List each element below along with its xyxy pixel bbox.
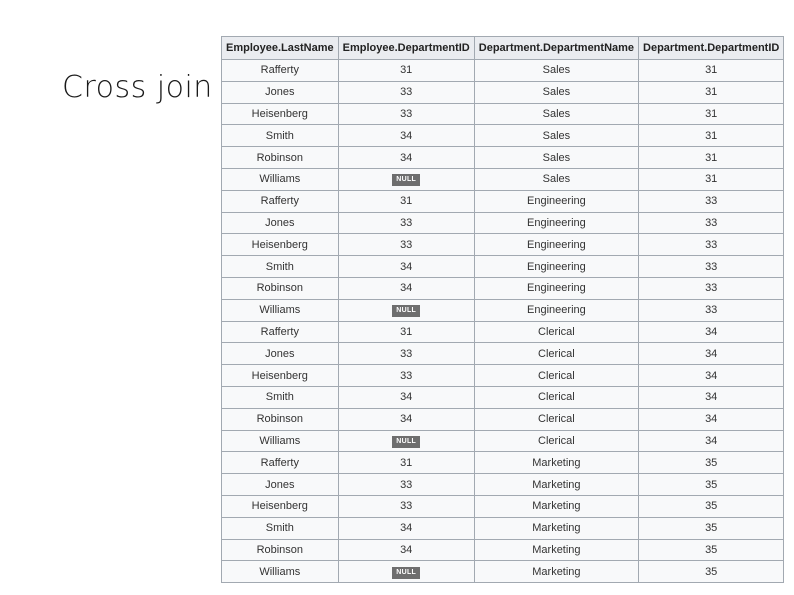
cell-department-departmentname: Sales: [474, 147, 638, 169]
cell-department-departmentid: 31: [639, 125, 784, 147]
cell-department-departmentname: Engineering: [474, 190, 638, 212]
cell-department-departmentname: Marketing: [474, 495, 638, 517]
cell-department-departmentid: 33: [639, 212, 784, 234]
cell-employee-departmentid: [338, 299, 474, 321]
cell-department-departmentid: 34: [639, 321, 784, 343]
cell-employee-departmentid: 31: [338, 60, 474, 82]
cell-employee-departmentid: 34: [338, 277, 474, 299]
table-row: [222, 365, 784, 387]
cell-department-departmentid: 33: [639, 277, 784, 299]
cell-department-departmentname: Clerical: [474, 430, 638, 452]
cell-employee-departmentid: 33: [338, 212, 474, 234]
cell-employee-lastname: Williams: [222, 299, 339, 321]
cell-employee-departmentid: 34: [338, 539, 474, 561]
cell-employee-lastname: Jones: [222, 81, 339, 103]
cell-department-departmentid: 35: [639, 517, 784, 539]
table-row: [222, 430, 784, 452]
cell-department-departmentid: 35: [639, 539, 784, 561]
table-row: [222, 343, 784, 365]
header-department-departmentname: Department.DepartmentName: [474, 37, 638, 60]
cell-department-departmentid: 31: [639, 60, 784, 82]
cell-employee-lastname: Williams: [222, 168, 339, 190]
cell-department-departmentid: 33: [639, 190, 784, 212]
cell-employee-departmentid: [338, 168, 474, 190]
cell-employee-lastname: Rafferty: [222, 452, 339, 474]
cell-employee-lastname: Rafferty: [222, 60, 339, 82]
cell-employee-departmentid: 34: [338, 256, 474, 278]
cell-employee-lastname: Robinson: [222, 408, 339, 430]
table-row: [222, 452, 784, 474]
cell-employee-departmentid: 33: [338, 103, 474, 125]
cell-department-departmentid: 33: [639, 234, 784, 256]
cell-employee-departmentid: 31: [338, 452, 474, 474]
cell-employee-departmentid: 34: [338, 147, 474, 169]
table-row: [222, 81, 784, 103]
cell-employee-departmentid: 33: [338, 474, 474, 496]
cell-employee-lastname: Robinson: [222, 147, 339, 169]
slide-title: Cross join: [62, 70, 213, 105]
cross-join-table: [221, 36, 784, 583]
cell-department-departmentname: Engineering: [474, 256, 638, 278]
cell-department-departmentid: 33: [639, 299, 784, 321]
cell-department-departmentname: Engineering: [474, 277, 638, 299]
table-row: [222, 517, 784, 539]
cell-department-departmentid: 35: [639, 495, 784, 517]
table-row: [222, 386, 784, 408]
table-row: [222, 190, 784, 212]
cell-department-departmentname: Clerical: [474, 386, 638, 408]
cell-department-departmentname: Engineering: [474, 299, 638, 321]
cell-employee-lastname: Rafferty: [222, 190, 339, 212]
cell-employee-departmentid: 34: [338, 517, 474, 539]
cell-employee-departmentid: [338, 561, 474, 583]
cell-department-departmentname: Marketing: [474, 474, 638, 496]
header-department-departmentid: Department.DepartmentID: [639, 37, 784, 60]
table-row: [222, 408, 784, 430]
table-row: [222, 168, 784, 190]
cell-department-departmentid: 35: [639, 452, 784, 474]
table-body: [222, 60, 784, 583]
cell-department-departmentid: 34: [639, 343, 784, 365]
table-row: [222, 561, 784, 583]
cross-join-table-wrapper: [221, 36, 784, 583]
cell-department-departmentid: 35: [639, 561, 784, 583]
cell-employee-departmentid: 33: [338, 234, 474, 256]
cell-employee-lastname: Williams: [222, 430, 339, 452]
cell-department-departmentname: Clerical: [474, 365, 638, 387]
cell-employee-departmentid: 33: [338, 495, 474, 517]
header-employee-lastname: Employee.LastName: [222, 37, 339, 60]
table-row: [222, 277, 784, 299]
cell-department-departmentname: Marketing: [474, 517, 638, 539]
cell-employee-lastname: Smith: [222, 517, 339, 539]
cell-employee-departmentid: 33: [338, 343, 474, 365]
null-badge: NULL: [392, 174, 420, 186]
table-row: [222, 147, 784, 169]
cell-employee-departmentid: 31: [338, 321, 474, 343]
cell-employee-lastname: Smith: [222, 386, 339, 408]
cell-employee-departmentid: 34: [338, 408, 474, 430]
cell-employee-lastname: Smith: [222, 125, 339, 147]
cell-department-departmentname: Sales: [474, 168, 638, 190]
cell-employee-lastname: Jones: [222, 212, 339, 234]
cell-department-departmentname: Clerical: [474, 343, 638, 365]
cell-employee-lastname: Williams: [222, 561, 339, 583]
cell-department-departmentid: 34: [639, 408, 784, 430]
cell-department-departmentid: 34: [639, 365, 784, 387]
null-badge: NULL: [392, 567, 420, 579]
cell-employee-departmentid: 33: [338, 81, 474, 103]
table-row: [222, 539, 784, 561]
cell-department-departmentname: Sales: [474, 125, 638, 147]
null-badge: NULL: [392, 305, 420, 317]
cell-department-departmentname: Marketing: [474, 539, 638, 561]
table-row: [222, 495, 784, 517]
table-row: [222, 256, 784, 278]
cell-department-departmentid: 31: [639, 168, 784, 190]
cell-employee-lastname: Robinson: [222, 539, 339, 561]
cell-employee-lastname: Jones: [222, 343, 339, 365]
cell-employee-departmentid: 31: [338, 190, 474, 212]
table-row: [222, 299, 784, 321]
cell-department-departmentname: Sales: [474, 81, 638, 103]
cell-employee-lastname: Heisenberg: [222, 495, 339, 517]
cell-employee-lastname: Jones: [222, 474, 339, 496]
table-row: [222, 321, 784, 343]
cell-employee-lastname: Heisenberg: [222, 365, 339, 387]
cell-department-departmentid: 31: [639, 147, 784, 169]
cell-employee-departmentid: 34: [338, 386, 474, 408]
cell-department-departmentname: Clerical: [474, 408, 638, 430]
cell-employee-lastname: Smith: [222, 256, 339, 278]
cell-employee-lastname: Robinson: [222, 277, 339, 299]
cell-employee-lastname: Heisenberg: [222, 234, 339, 256]
cell-department-departmentname: Marketing: [474, 561, 638, 583]
table-row: [222, 103, 784, 125]
table-row: [222, 234, 784, 256]
cell-department-departmentname: Marketing: [474, 452, 638, 474]
cell-department-departmentid: 34: [639, 386, 784, 408]
cell-department-departmentname: Sales: [474, 103, 638, 125]
header-employee-departmentid: Employee.DepartmentID: [338, 37, 474, 60]
cell-department-departmentid: 33: [639, 256, 784, 278]
table-row: [222, 125, 784, 147]
table-row: [222, 474, 784, 496]
table-header-row: [222, 37, 784, 60]
cell-department-departmentid: 35: [639, 474, 784, 496]
null-badge: NULL: [392, 436, 420, 448]
cell-employee-departmentid: 34: [338, 125, 474, 147]
table-row: [222, 212, 784, 234]
cell-department-departmentname: Sales: [474, 60, 638, 82]
cell-department-departmentid: 34: [639, 430, 784, 452]
cell-employee-departmentid: 33: [338, 365, 474, 387]
cell-department-departmentid: 31: [639, 103, 784, 125]
cell-department-departmentname: Engineering: [474, 234, 638, 256]
cell-department-departmentname: Engineering: [474, 212, 638, 234]
cell-employee-lastname: Heisenberg: [222, 103, 339, 125]
cell-department-departmentname: Clerical: [474, 321, 638, 343]
cell-employee-lastname: Rafferty: [222, 321, 339, 343]
cell-employee-departmentid: [338, 430, 474, 452]
table-row: [222, 60, 784, 82]
cell-department-departmentid: 31: [639, 81, 784, 103]
